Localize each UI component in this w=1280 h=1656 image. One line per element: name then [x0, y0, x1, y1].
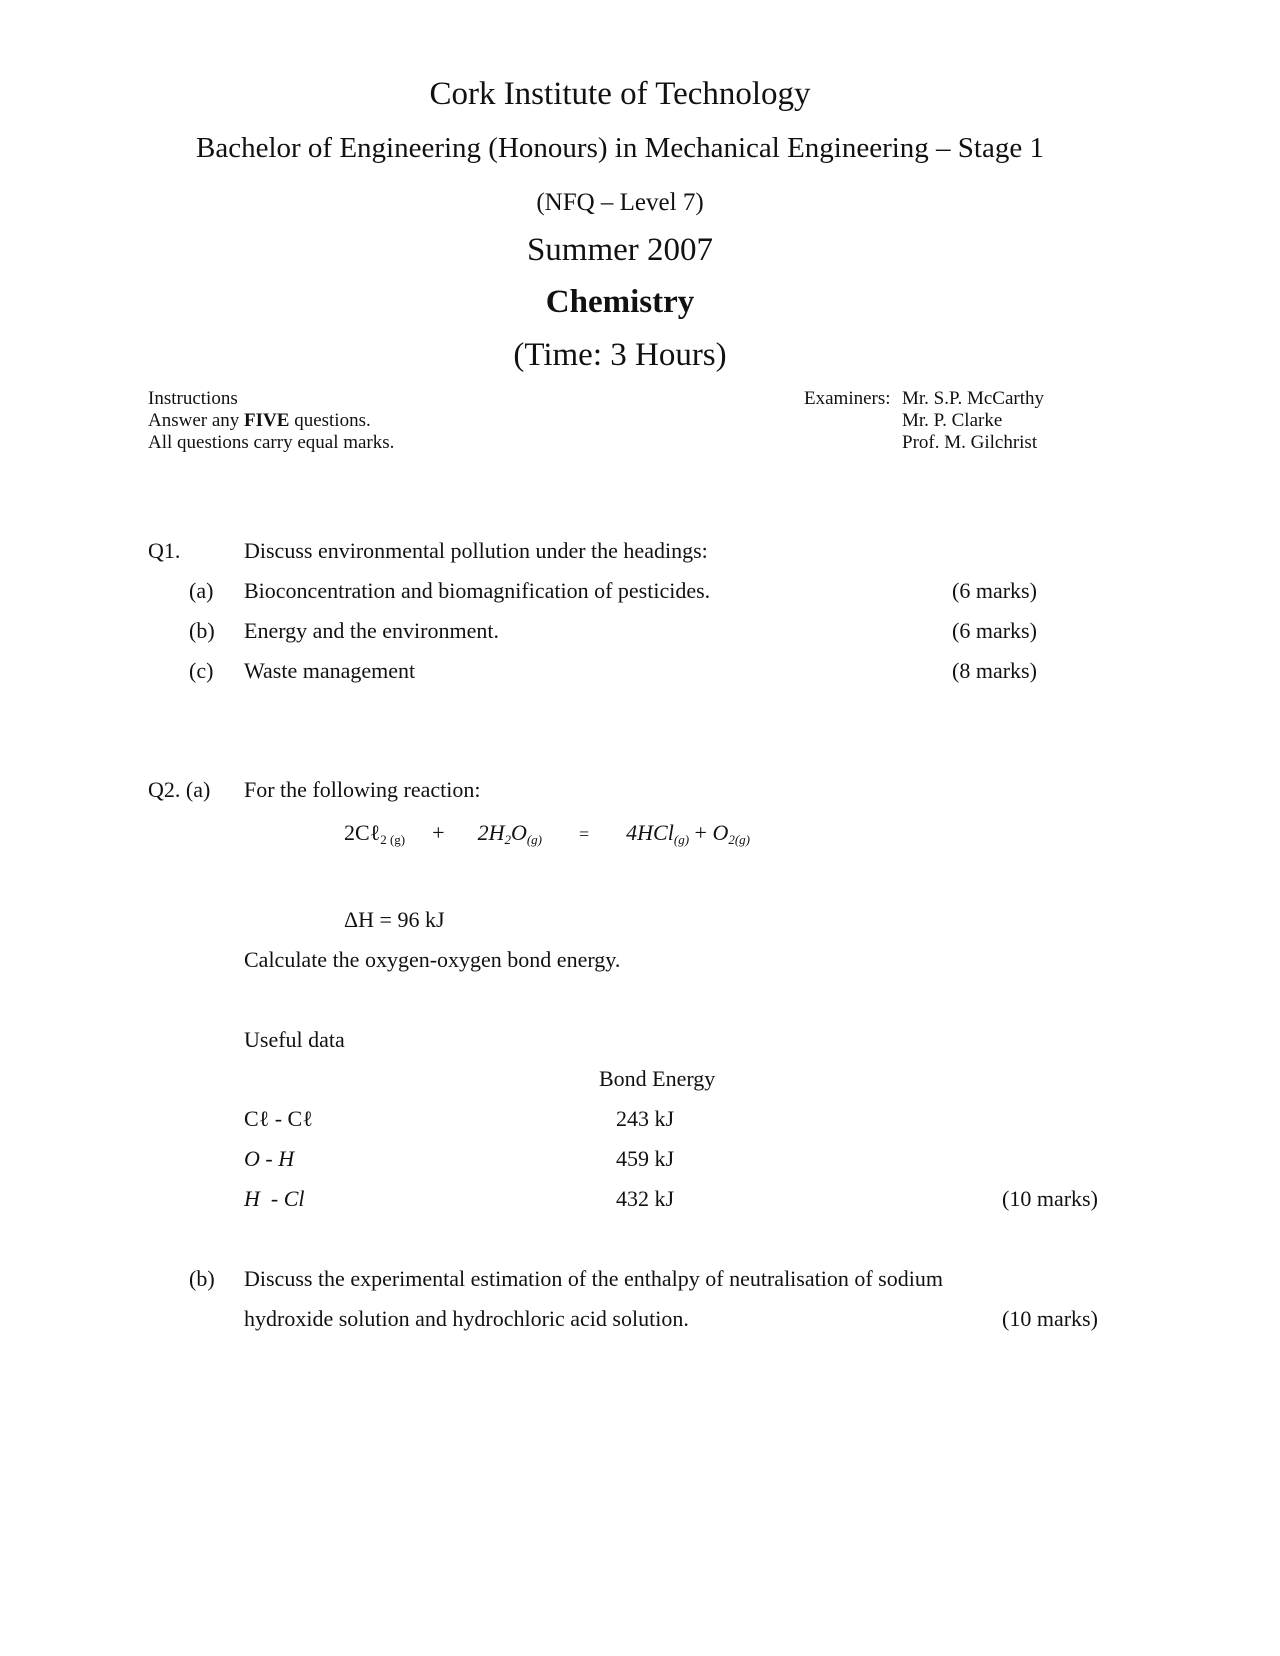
q1-part-text: Waste management [244, 658, 416, 683]
bond-energy-value: 432 kJ [616, 1186, 675, 1211]
nfq-level: (NFQ – Level 7) [536, 189, 704, 216]
q2-intro: For the following reaction: [244, 777, 481, 802]
examiners-label: Examiners: [804, 388, 891, 409]
q1-part-label: (b) [189, 618, 215, 643]
product-hcl: 4HCl$_{(g)}$ [626, 820, 690, 847]
instructions-line-2: All questions carry equal marks. [148, 432, 395, 453]
q2-number: Q2. (a) [148, 777, 211, 802]
bond-energy-header: Bond Energy [599, 1066, 716, 1091]
bond-name: O - H [244, 1146, 295, 1171]
q1-part-text: Energy and the environment. [244, 618, 499, 643]
chemical-equation [344, 820, 750, 846]
exam-session: Summer 2007 [526, 232, 714, 268]
reactant-water: $2H_2O_{(g)}$ [477, 820, 543, 847]
q1-part-marks: (8 marks) [952, 658, 1037, 683]
q2b-text-line-2: hydroxide solution and hydrochloric acid solution. [244, 1306, 689, 1331]
programme-title: Bachelor of Engineering (Honours) in Mechanical Engineering – Stage 1 [196, 132, 1044, 164]
q2a-marks: (10 marks) [1002, 1186, 1098, 1211]
plus-sign: + [694, 820, 707, 845]
reactant-chlorine: 2Cℓ$_{2 (g)}$ [344, 820, 406, 847]
examiner-name: Mr. S.P. McCarthy [902, 388, 1044, 409]
subject-title: Chemistry [545, 284, 695, 320]
product-oxygen: $O_{2(g)}$ [712, 820, 751, 847]
bond-energy-value: 243 kJ [616, 1106, 675, 1131]
bond-energy-value: 459 kJ [616, 1146, 675, 1171]
q1-part-marks: (6 marks) [952, 618, 1037, 643]
institution-title: Cork Institute of Technology [429, 76, 811, 112]
instructions-line-1: Answer any FIVE questions. [148, 410, 371, 431]
q1-part-text: Bioconcentration and biomagnification of pesticides. [244, 578, 711, 603]
bond-name: H - Cl [244, 1186, 305, 1211]
exam-duration: (Time: 3 Hours) [513, 337, 727, 373]
useful-data-heading: Useful data [244, 1027, 345, 1052]
q2b-label: (b) [189, 1266, 215, 1291]
bond-name: Cℓ - Cℓ [244, 1106, 313, 1131]
q1-part-label: (c) [189, 658, 214, 683]
examiner-name: Mr. P. Clarke [902, 410, 1003, 431]
q1-part-marks: (6 marks) [952, 578, 1037, 603]
q2b-marks: (10 marks) [1002, 1306, 1098, 1331]
instructions-heading: Instructions [148, 388, 238, 409]
q1-intro: Discuss environmental pollution under the headings: [244, 538, 708, 563]
plus-sign: + [432, 820, 445, 845]
q2b-text-line-1: Discuss the experimental estimation of the enthalpy of neutralisation of sodium [244, 1266, 943, 1291]
q1-part-label: (a) [189, 578, 214, 603]
delta-h: ΔH = 96 kJ [344, 907, 445, 932]
q2-task: Calculate the oxygen-oxygen bond energy. [244, 947, 621, 972]
examiner-name: Prof. M. Gilchrist [902, 432, 1038, 453]
equals-sign: = [579, 824, 590, 844]
q1-number: Q1. [148, 538, 181, 563]
